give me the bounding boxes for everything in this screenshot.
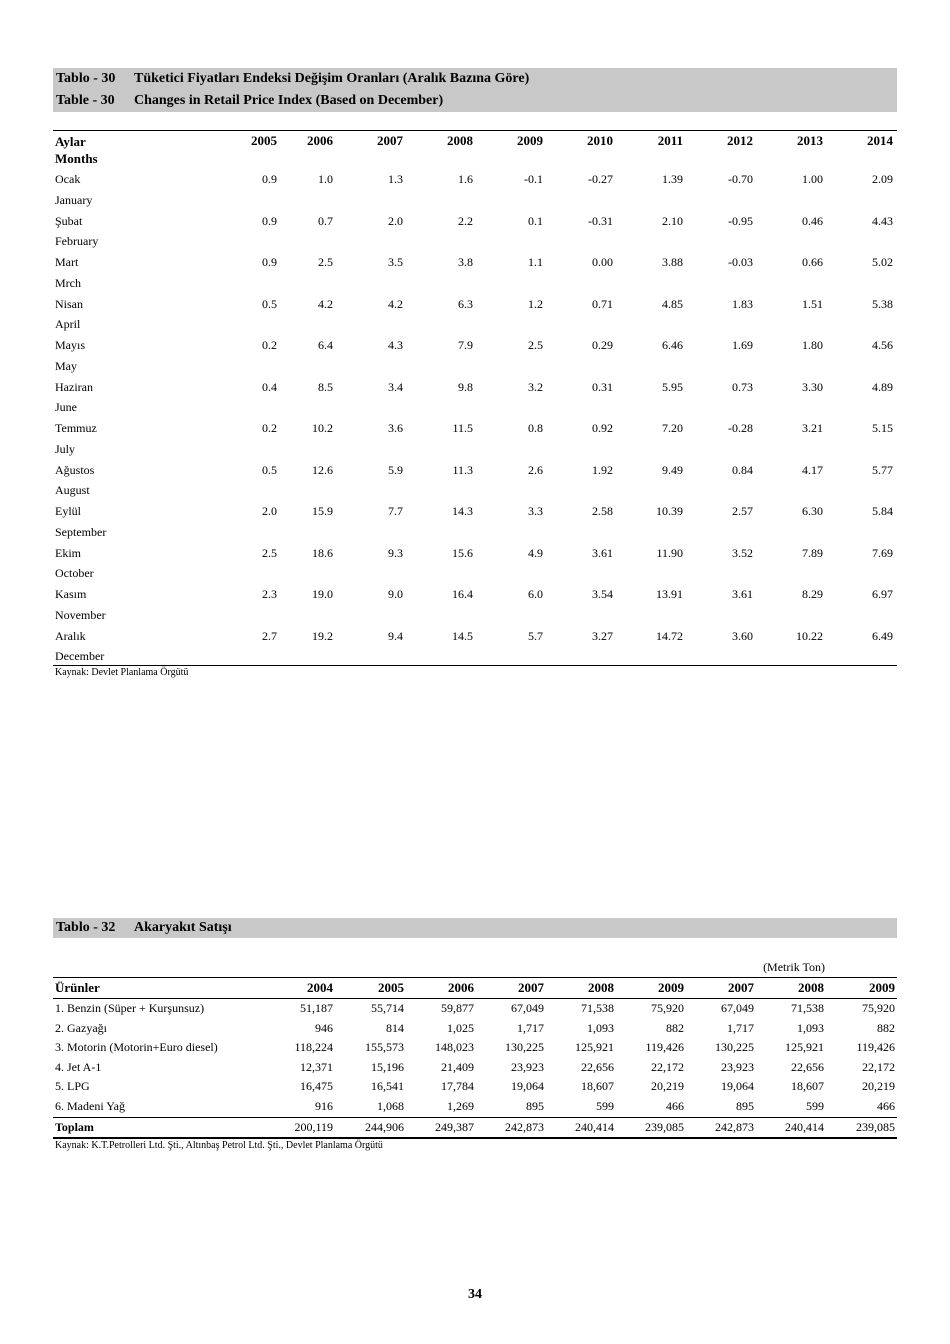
table30-month-tr: Temmuz bbox=[55, 421, 97, 435]
table32-total-cell: 249,387 bbox=[435, 1119, 474, 1134]
table30-cell: -0.95 bbox=[728, 213, 753, 228]
table30-month-label bbox=[55, 377, 93, 419]
table32-product-label: 1. Benzin (Süper + Kurşunsuz) bbox=[55, 1001, 205, 1015]
table32-cell: 130,225 bbox=[715, 1040, 754, 1055]
table30-cell: 0.92 bbox=[592, 421, 613, 435]
table30-cell: 0.29 bbox=[592, 338, 613, 352]
table30-cell: 4.2 bbox=[388, 296, 403, 311]
table32-cell: 23,923 bbox=[721, 1059, 754, 1074]
table32-cell: 19,064 bbox=[721, 1079, 754, 1094]
table30-cell: 0.31 bbox=[592, 379, 613, 394]
table30-cell: 5.02 bbox=[872, 255, 893, 269]
table30-cell: 10.39 bbox=[656, 504, 683, 518]
table32-year-header: 2009 bbox=[658, 980, 684, 995]
table32-cell: 1,068 bbox=[377, 1098, 404, 1113]
table32-cell: 12,371 bbox=[300, 1059, 333, 1074]
table32-total-cell: 240,414 bbox=[785, 1119, 824, 1134]
table32-cell: 466 bbox=[666, 1098, 684, 1113]
table32-total-row bbox=[53, 1117, 897, 1140]
table32-total-cell: 242,873 bbox=[505, 1119, 544, 1134]
table30-cell: 10.2 bbox=[312, 421, 333, 435]
table30-cell: 11.90 bbox=[656, 545, 683, 560]
table30-cell: 0.5 bbox=[262, 462, 277, 477]
table32-cell: 599 bbox=[806, 1098, 824, 1113]
table30-month-tr: Eylül bbox=[55, 504, 81, 518]
table30-cell: 10.22 bbox=[796, 628, 823, 643]
table32-cell: 1,269 bbox=[447, 1098, 474, 1113]
table30-cell: 6.3 bbox=[458, 296, 473, 311]
table30 bbox=[53, 130, 897, 678]
table32-row bbox=[53, 1058, 897, 1078]
table30-cell: 0.7 bbox=[318, 213, 333, 228]
table30-row bbox=[53, 416, 897, 458]
table32-cell: 22,172 bbox=[651, 1059, 684, 1074]
table32-cell: 67,049 bbox=[511, 1001, 544, 1015]
table30-row bbox=[53, 167, 897, 209]
table30-cell: 7.69 bbox=[872, 545, 893, 560]
table30-cell: 2.0 bbox=[388, 213, 403, 228]
table30-cell: 19.0 bbox=[312, 587, 333, 601]
table30-cell: -0.1 bbox=[524, 172, 543, 186]
table30-month-tr: Mart bbox=[55, 255, 79, 269]
table30-month-label bbox=[55, 418, 97, 460]
table32-cell: 15,196 bbox=[371, 1059, 404, 1074]
table30-cell: 1.39 bbox=[662, 172, 683, 186]
table30-year-header: 2012 bbox=[727, 133, 753, 148]
table32-cell: 466 bbox=[877, 1098, 895, 1113]
table30-cell: -0.03 bbox=[728, 255, 753, 269]
table30-cell: 1.92 bbox=[592, 462, 613, 477]
table30-cell: 2.5 bbox=[318, 255, 333, 269]
table30-cell: 9.8 bbox=[458, 379, 473, 394]
table32-cell: 1,717 bbox=[517, 1020, 544, 1035]
table30-month-tr: Mayıs bbox=[55, 338, 85, 352]
table32-row bbox=[53, 1077, 897, 1097]
table32-cell: 119,426 bbox=[645, 1040, 684, 1055]
table32-year-header: 2009 bbox=[869, 980, 895, 995]
table30-title-bar bbox=[53, 68, 897, 112]
table30-cell: 0.73 bbox=[732, 379, 753, 394]
table30-month-label bbox=[55, 501, 106, 543]
table30-cell: 6.49 bbox=[872, 628, 893, 643]
table30-cell: 0.9 bbox=[262, 213, 277, 228]
table32-product-label: 6. Madeni Yağ bbox=[55, 1098, 126, 1113]
table32-cell: 1,093 bbox=[797, 1020, 824, 1035]
table30-cell: 9.3 bbox=[388, 545, 403, 560]
table32-product-label: 4. Jet A-1 bbox=[55, 1059, 102, 1074]
table32-total-cell: 244,906 bbox=[365, 1119, 404, 1134]
table32-header-row bbox=[53, 977, 897, 999]
table30-cell: 2.10 bbox=[662, 213, 683, 228]
table32-title bbox=[53, 918, 897, 938]
table30-cell: 3.88 bbox=[662, 255, 683, 269]
table30-month-label bbox=[55, 626, 104, 668]
table30-cell: 7.9 bbox=[458, 338, 473, 352]
table30-month-tr: Haziran bbox=[55, 379, 93, 394]
table30-cell: 0.4 bbox=[262, 379, 277, 394]
table32-unit: (Metrik Ton) bbox=[763, 960, 825, 974]
table32-total-cell: 242,873 bbox=[715, 1119, 754, 1134]
table30-number-tr: Tablo - 30 bbox=[56, 71, 116, 86]
table32-year-header: 2007 bbox=[518, 980, 544, 995]
table32-cell: 118,224 bbox=[294, 1040, 333, 1055]
table32-cell: 155,573 bbox=[365, 1040, 404, 1055]
table30-cell: 13.91 bbox=[656, 587, 683, 601]
table30-header-label bbox=[55, 133, 98, 167]
table30-cell: 5.15 bbox=[872, 421, 893, 435]
table30-cell: 4.56 bbox=[872, 338, 893, 352]
table30-month-en: April bbox=[55, 317, 81, 332]
table30-cell: 0.2 bbox=[262, 421, 277, 435]
table32-cell: 1,025 bbox=[447, 1020, 474, 1035]
table30-cell: 5.77 bbox=[872, 462, 893, 477]
table30-row bbox=[53, 624, 897, 666]
table30-year-header: 2005 bbox=[251, 133, 277, 148]
table30-cell: 0.8 bbox=[528, 421, 543, 435]
table32-cell: 20,219 bbox=[862, 1079, 895, 1094]
table30-month-tr: Ekim bbox=[55, 545, 81, 560]
table30-cell: 2.58 bbox=[592, 504, 613, 518]
table32-cell: 599 bbox=[596, 1098, 614, 1113]
table30-cell: 12.6 bbox=[312, 462, 333, 477]
table30-cell: 0.84 bbox=[732, 462, 753, 477]
table30-cell: 3.54 bbox=[592, 587, 613, 601]
table32-source: Kaynak: K.T.Petrolleri Ltd. Şti., Altınbaş Petrol Ltd. Şti., Devlet Planlama Örgütü bbox=[55, 1140, 383, 1152]
table30-cell: 6.46 bbox=[662, 338, 683, 352]
table30-cell: 1.2 bbox=[528, 296, 543, 311]
table30-cell: 0.1 bbox=[528, 213, 543, 228]
table30-cell: 0.9 bbox=[262, 255, 277, 269]
table30-cell: 0.9 bbox=[262, 172, 277, 186]
table32-cell: 75,920 bbox=[651, 1001, 684, 1015]
table30-cell: 11.3 bbox=[452, 462, 473, 477]
table32-title-text: Akaryakıt Satışı bbox=[134, 920, 232, 935]
table30-cell: 6.0 bbox=[528, 587, 543, 601]
table30-cell: 3.60 bbox=[732, 628, 753, 643]
table30-year-header: 2008 bbox=[447, 133, 473, 148]
table30-cell: 1.1 bbox=[528, 255, 543, 269]
table30-cell: 2.09 bbox=[872, 172, 893, 186]
table30-cell: 4.43 bbox=[872, 213, 893, 228]
table32-cell: 882 bbox=[877, 1020, 895, 1035]
table30-month-tr: Kasım bbox=[55, 587, 87, 601]
table30-month-label bbox=[55, 460, 94, 502]
table30-cell: -0.28 bbox=[728, 421, 753, 435]
table32-cell: 75,920 bbox=[862, 1001, 895, 1015]
table32-total-label: Toplam bbox=[55, 1119, 94, 1134]
table32-total-cell: 239,085 bbox=[856, 1119, 895, 1134]
table30-cell: 5.38 bbox=[872, 296, 893, 311]
table30-month-en: September bbox=[55, 524, 107, 539]
table32-cell: 22,172 bbox=[862, 1059, 895, 1074]
table30-month-label bbox=[55, 169, 92, 211]
table32-row bbox=[53, 1097, 897, 1117]
table30-cell: 2.7 bbox=[262, 628, 277, 643]
table30-cell: 3.8 bbox=[458, 255, 473, 269]
table30-cell: 11.5 bbox=[452, 421, 473, 435]
table30-month-label bbox=[55, 211, 98, 253]
table30-year-header: 2009 bbox=[517, 133, 543, 148]
table32-cell: 946 bbox=[315, 1020, 333, 1035]
table32-cell: 71,538 bbox=[791, 1001, 824, 1015]
table30-cell: 0.66 bbox=[802, 255, 823, 269]
table30-cell: 9.49 bbox=[662, 462, 683, 477]
table32-cell: 130,225 bbox=[505, 1040, 544, 1055]
table32-year-header: 2005 bbox=[378, 980, 404, 995]
table32-cell: 17,784 bbox=[441, 1079, 474, 1094]
table30-year-header: 2007 bbox=[377, 133, 403, 148]
table32-total-cell: 239,085 bbox=[645, 1119, 684, 1134]
table32-product-label: 3. Motorin (Motorin+Euro diesel) bbox=[55, 1040, 218, 1055]
table30-cell: 4.89 bbox=[872, 379, 893, 394]
table30-header-row bbox=[53, 130, 897, 167]
table32-cell: 125,921 bbox=[575, 1040, 614, 1055]
table30-cell: 9.0 bbox=[388, 587, 403, 601]
table32-cell: 20,219 bbox=[651, 1079, 684, 1094]
table32-cell: 19,064 bbox=[511, 1079, 544, 1094]
table32-total-cell: 200,119 bbox=[294, 1119, 333, 1134]
table30-cell: 1.3 bbox=[388, 172, 403, 186]
table30-cell: 3.5 bbox=[388, 255, 403, 269]
table30-cell: 3.30 bbox=[802, 379, 823, 394]
table30-row bbox=[53, 499, 897, 541]
table32-cell: 895 bbox=[736, 1098, 754, 1113]
table32-year-header: 2004 bbox=[307, 980, 333, 995]
table32-cell: 16,541 bbox=[371, 1079, 404, 1094]
table30-cell: 6.30 bbox=[802, 504, 823, 518]
table32-cell: 895 bbox=[526, 1098, 544, 1113]
table30-cell: 3.4 bbox=[388, 379, 403, 394]
table30-cell: 0.2 bbox=[262, 338, 277, 352]
table30-cell: 4.2 bbox=[318, 296, 333, 311]
table30-cell: 3.3 bbox=[528, 504, 543, 518]
table30-cell: 15.9 bbox=[312, 504, 333, 518]
table30-month-tr: Ağustos bbox=[55, 462, 95, 477]
table32-row bbox=[53, 1038, 897, 1058]
table30-cell: 3.52 bbox=[732, 545, 753, 560]
table32-cell: 18,607 bbox=[791, 1079, 824, 1094]
table30-cell: 0.71 bbox=[592, 296, 613, 311]
table30-cell: 9.4 bbox=[388, 628, 403, 643]
table30-month-en: Mrch bbox=[55, 275, 81, 290]
table30-title-tr-text: Tüketici Fiyatları Endeksi Değişim Oranları (Aralık Bazına Göre) bbox=[134, 71, 530, 86]
table30-cell: 8.5 bbox=[318, 379, 333, 394]
table32-year-header: 2008 bbox=[798, 980, 824, 995]
table30-row bbox=[53, 375, 897, 417]
table30-cell: 0.46 bbox=[802, 213, 823, 228]
table30-month-tr: Nisan bbox=[55, 296, 83, 311]
table30-cell: 2.0 bbox=[262, 504, 277, 518]
table32-cell: 1,093 bbox=[587, 1020, 614, 1035]
table30-title-en bbox=[53, 90, 897, 112]
table32-title-bar bbox=[53, 918, 897, 938]
table32-year-header: 2007 bbox=[728, 980, 754, 995]
table30-month-label bbox=[55, 584, 106, 626]
table30-cell: 5.7 bbox=[528, 628, 543, 643]
table30-header-en: Months bbox=[55, 151, 98, 166]
table30-row bbox=[53, 582, 897, 624]
table30-cell: 2.57 bbox=[732, 504, 753, 518]
table32-cell: 23,923 bbox=[511, 1059, 544, 1074]
table30-month-en: February bbox=[55, 234, 99, 249]
table30-cell: 7.89 bbox=[802, 545, 823, 560]
table30-year-header: 2010 bbox=[587, 133, 613, 148]
table30-cell: 3.61 bbox=[732, 587, 753, 601]
table32-cell: 21,409 bbox=[441, 1059, 474, 1074]
table30-cell: -0.27 bbox=[588, 172, 613, 186]
table32-year-header: 2008 bbox=[588, 980, 614, 995]
table30-row bbox=[53, 209, 897, 251]
table32-cell: 18,607 bbox=[581, 1079, 614, 1094]
table30-cell: 5.95 bbox=[662, 379, 683, 394]
table30-year-header: 2011 bbox=[657, 133, 683, 148]
table30-cell: 18.6 bbox=[312, 545, 333, 560]
table30-month-en: May bbox=[55, 358, 77, 373]
table32-unit-row bbox=[53, 957, 897, 977]
table30-month-label bbox=[55, 294, 83, 336]
table32-cell: 22,656 bbox=[581, 1059, 614, 1074]
table32-cell: 67,049 bbox=[721, 1001, 754, 1015]
table30-cell: 3.6 bbox=[388, 421, 403, 435]
table30-cell: 1.83 bbox=[732, 296, 753, 311]
table32-row bbox=[53, 1019, 897, 1039]
table32-number: Tablo - 32 bbox=[56, 920, 116, 935]
table30-cell: 0.5 bbox=[262, 296, 277, 311]
table30-source: Kaynak: Devlet Planlama Örgütü bbox=[55, 667, 189, 678]
table32-cell: 125,921 bbox=[785, 1040, 824, 1055]
table32-cell: 916 bbox=[315, 1098, 333, 1113]
table32-year-header: 2006 bbox=[448, 980, 474, 995]
table30-header-tr: Aylar bbox=[55, 134, 86, 149]
table30-cell: 1.80 bbox=[802, 338, 823, 352]
table32-cell: 22,656 bbox=[791, 1059, 824, 1074]
table30-body bbox=[53, 167, 897, 666]
table30-number-en: Table - 30 bbox=[56, 93, 115, 108]
table30-cell: 3.27 bbox=[592, 628, 613, 643]
table30-month-en: January bbox=[55, 192, 93, 207]
page-number: 34 bbox=[468, 1287, 482, 1302]
table30-cell: 2.5 bbox=[528, 338, 543, 352]
table30-year-header: 2006 bbox=[307, 133, 333, 148]
table32-body bbox=[53, 999, 897, 1117]
table32-cell: 814 bbox=[386, 1020, 404, 1035]
table32-row bbox=[53, 999, 897, 1019]
table30-month-tr: Şubat bbox=[55, 213, 83, 228]
table30-month-tr: Aralık bbox=[55, 628, 86, 643]
table30-row bbox=[53, 333, 897, 375]
table30-cell: 1.00 bbox=[802, 172, 823, 186]
table30-cell: 3.21 bbox=[802, 421, 823, 435]
table30-cell: 7.20 bbox=[662, 421, 683, 435]
table30-cell: 6.4 bbox=[318, 338, 333, 352]
table32-total-cell: 240,414 bbox=[575, 1119, 614, 1134]
table32-cell: 119,426 bbox=[856, 1040, 895, 1055]
table30-row bbox=[53, 541, 897, 583]
table30-month-en: December bbox=[55, 649, 105, 664]
table30-cell: 4.3 bbox=[388, 338, 403, 352]
table30-cell: 2.3 bbox=[262, 587, 277, 601]
table32-cell: 71,538 bbox=[581, 1001, 614, 1015]
table30-cell: 14.3 bbox=[452, 504, 473, 518]
table32-header-label: Ürünler bbox=[55, 980, 100, 995]
table32-cell: 1,717 bbox=[727, 1020, 754, 1035]
table30-cell: 4.17 bbox=[802, 462, 823, 477]
table32-product-label: 5. LPG bbox=[55, 1079, 90, 1094]
table30-cell: 15.6 bbox=[452, 545, 473, 560]
table30-cell: 7.7 bbox=[388, 504, 403, 518]
table30-cell: 2.5 bbox=[262, 545, 277, 560]
table32-cell: 148,023 bbox=[435, 1040, 474, 1055]
table30-month-en: July bbox=[55, 441, 76, 456]
table30-row bbox=[53, 292, 897, 334]
table30-month-en: October bbox=[55, 566, 94, 581]
table30-month-label bbox=[55, 252, 81, 294]
table30-year-header: 2014 bbox=[867, 133, 893, 148]
table30-cell: 2.6 bbox=[528, 462, 543, 477]
table30-title-tr bbox=[53, 68, 897, 90]
table32 bbox=[53, 957, 897, 1151]
table30-cell: -0.31 bbox=[588, 213, 613, 228]
table30-cell: 0.00 bbox=[592, 255, 613, 269]
table30-title-en-text: Changes in Retail Price Index (Based on December) bbox=[134, 93, 444, 108]
table30-cell: 8.29 bbox=[802, 587, 823, 601]
table30-cell: 1.69 bbox=[732, 338, 753, 352]
table32-cell: 51,187 bbox=[300, 1001, 333, 1015]
table32-cell: 59,877 bbox=[441, 1001, 474, 1015]
table30-cell: 3.61 bbox=[592, 545, 613, 560]
table30-month-en: August bbox=[55, 483, 90, 498]
table30-cell: 3.2 bbox=[528, 379, 543, 394]
table30-cell: 6.97 bbox=[872, 587, 893, 601]
table30-month-tr: Ocak bbox=[55, 172, 81, 186]
table30-month-en: November bbox=[55, 607, 106, 622]
table32-product-label: 2. Gazyağı bbox=[55, 1020, 107, 1035]
table30-cell: 14.5 bbox=[452, 628, 473, 643]
table32-cell: 882 bbox=[666, 1020, 684, 1035]
table32-cell: 55,714 bbox=[371, 1001, 404, 1015]
table30-cell: 5.9 bbox=[388, 462, 403, 477]
table30-cell: 4.9 bbox=[528, 545, 543, 560]
table32-cell: 16,475 bbox=[300, 1079, 333, 1094]
table30-cell: 5.84 bbox=[872, 504, 893, 518]
table30-cell: 1.0 bbox=[318, 172, 333, 186]
table30-cell: 1.51 bbox=[802, 296, 823, 311]
table30-month-en: June bbox=[55, 400, 77, 415]
table30-cell: 16.4 bbox=[452, 587, 473, 601]
table30-cell: 1.6 bbox=[458, 172, 473, 186]
table30-year-header: 2013 bbox=[797, 133, 823, 148]
table30-cell: 2.2 bbox=[458, 213, 473, 228]
table30-month-label bbox=[55, 543, 94, 585]
table30-cell: 4.85 bbox=[662, 296, 683, 311]
table30-month-label bbox=[55, 335, 85, 377]
table30-row bbox=[53, 458, 897, 500]
table30-cell: 19.2 bbox=[312, 628, 333, 643]
table30-cell: 14.72 bbox=[656, 628, 683, 643]
table30-cell: -0.70 bbox=[728, 172, 753, 186]
table30-row bbox=[53, 250, 897, 292]
